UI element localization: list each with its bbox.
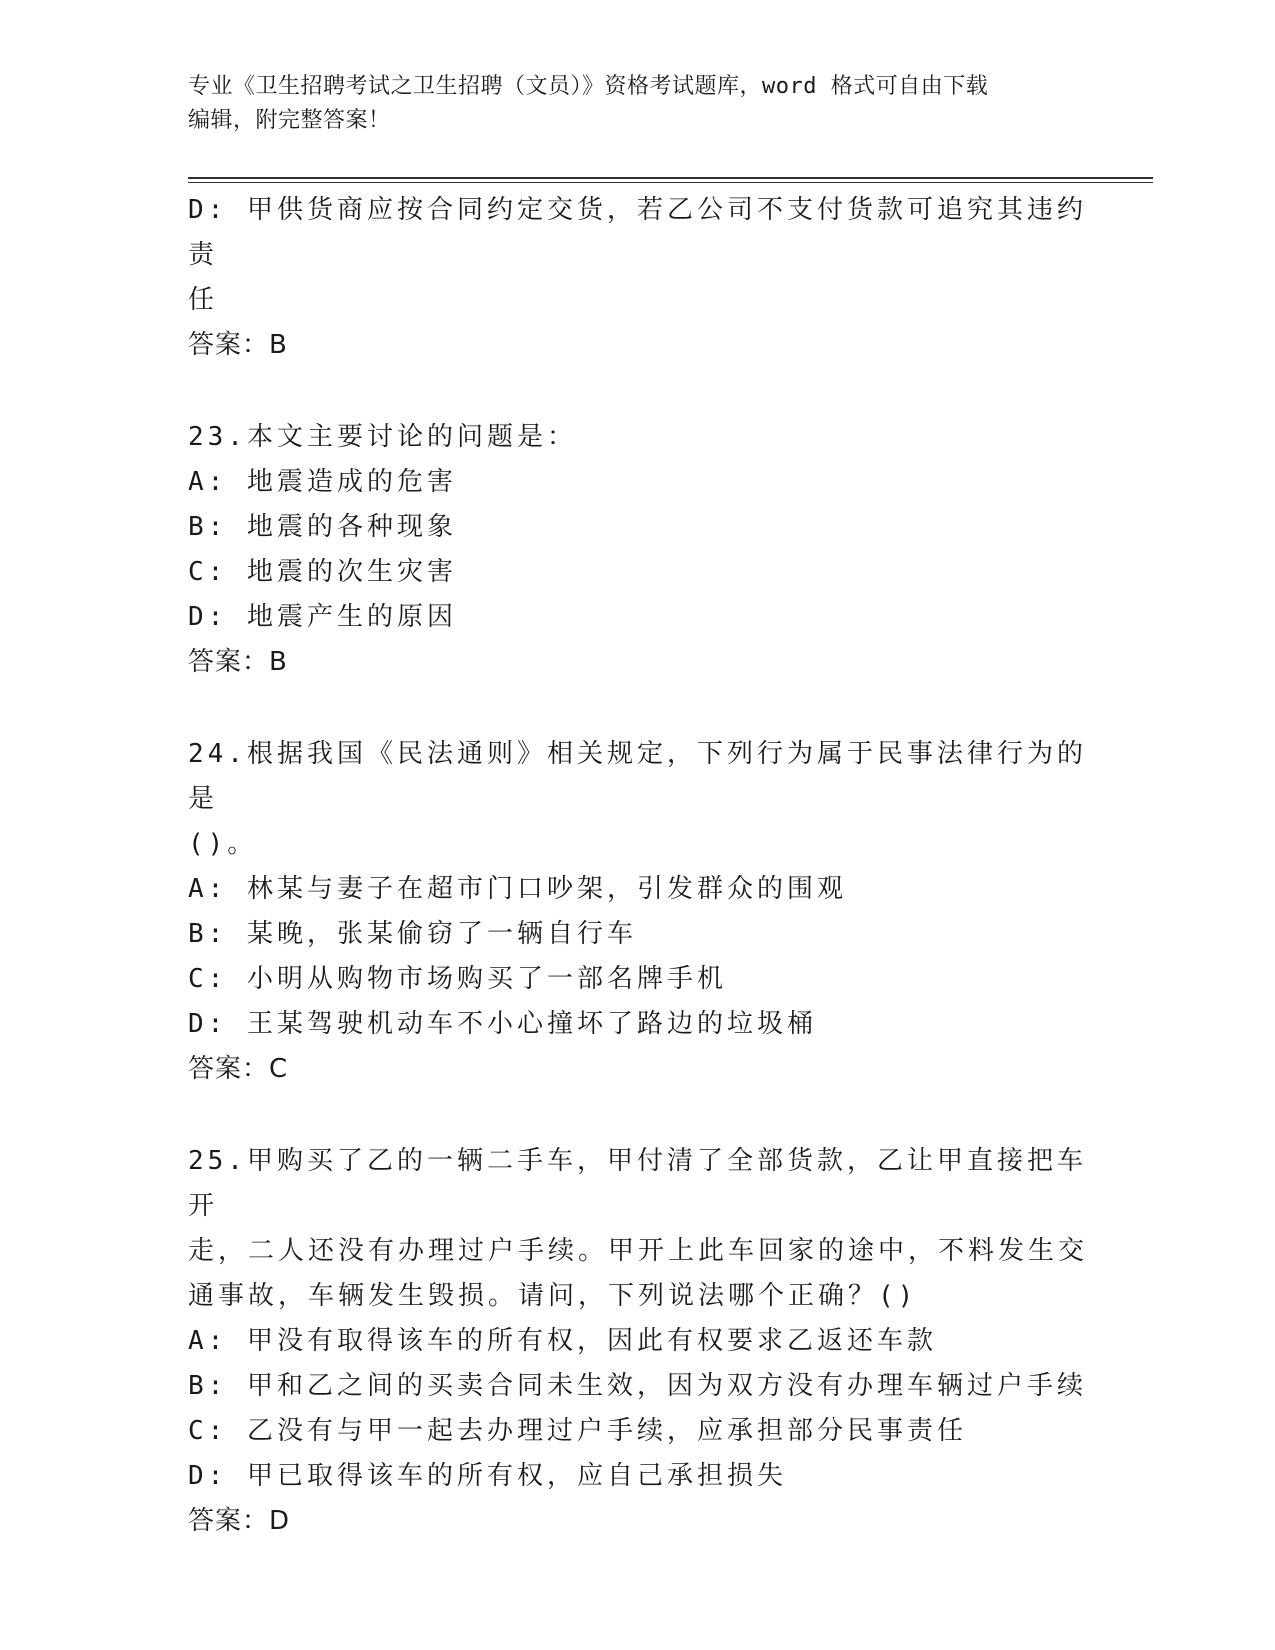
header-divider: [188, 182, 1153, 183]
header-line: 专业《卫生招聘考试之卫生招聘（文员）》资格考试题库，word 格式可自由下载: [188, 74, 989, 99]
question-stem: 23.本文主要讨论的问题是：: [188, 422, 577, 452]
question-24: [188, 732, 1088, 1092]
answer: 答案：B: [188, 330, 288, 360]
option-c: C: 小明从购物市场购买了一部名牌手机: [188, 964, 727, 994]
answer: 答案：D: [188, 1506, 291, 1536]
question-stem: 25.甲购买了乙的一辆二手车，甲付清了全部货款，乙让甲直接把车开: [188, 1146, 1087, 1221]
header-divider: [188, 177, 1153, 179]
question-stem: 走，二人还没有办理过户手续。甲开上此车回家的途中，不料发生交: [188, 1236, 1089, 1266]
question-list: [188, 188, 1088, 1544]
document-header: [188, 70, 1088, 138]
option-a: A: 甲没有取得该车的所有权，因此有权要求乙返还车款: [188, 1326, 937, 1356]
question-23: [188, 415, 1088, 685]
option-d: D: 甲供货商应按合同约定交货，若乙公司不支付货款可追究其违约责: [188, 195, 1087, 270]
option-a: A: 林某与妻子在超市门口吵架，引发群众的围观: [188, 874, 847, 904]
option-c: C: 地震的次生灾害: [188, 557, 457, 587]
option-d: 任: [188, 285, 219, 315]
option-b: B: 地震的各种现象: [188, 512, 457, 542]
question-25: [188, 1139, 1088, 1544]
header-line: 编辑，附完整答案！: [188, 108, 391, 133]
option-d: D: 地震产生的原因: [188, 602, 457, 632]
option-d: D: 甲已取得该车的所有权，应自己承担损失: [188, 1461, 787, 1491]
question-22-tail: [188, 188, 1088, 368]
option-c: C: 乙没有与甲一起去办理过户手续，应承担部分民事责任: [188, 1416, 967, 1446]
answer: 答案：B: [188, 647, 288, 677]
option-a: A: 地震造成的危害: [188, 467, 457, 497]
option-b: B: 某晚，张某偷窃了一辆自行车: [188, 919, 637, 949]
question-stem: 24.根据我国《民法通则》相关规定，下列行为属于民事法律行为的是: [188, 739, 1087, 814]
option-d: D: 王某驾驶机动车不小心撞坏了路边的垃圾桶: [188, 1009, 817, 1039]
answer: 答案：C: [188, 1054, 289, 1084]
question-stem: 通事故，车辆发生毁损。请问，下列说法哪个正确？(): [188, 1281, 918, 1311]
option-b: B: 甲和乙之间的买卖合同未生效，因为双方没有办理车辆过户手续: [188, 1371, 1087, 1401]
question-stem: ()。: [188, 829, 258, 859]
